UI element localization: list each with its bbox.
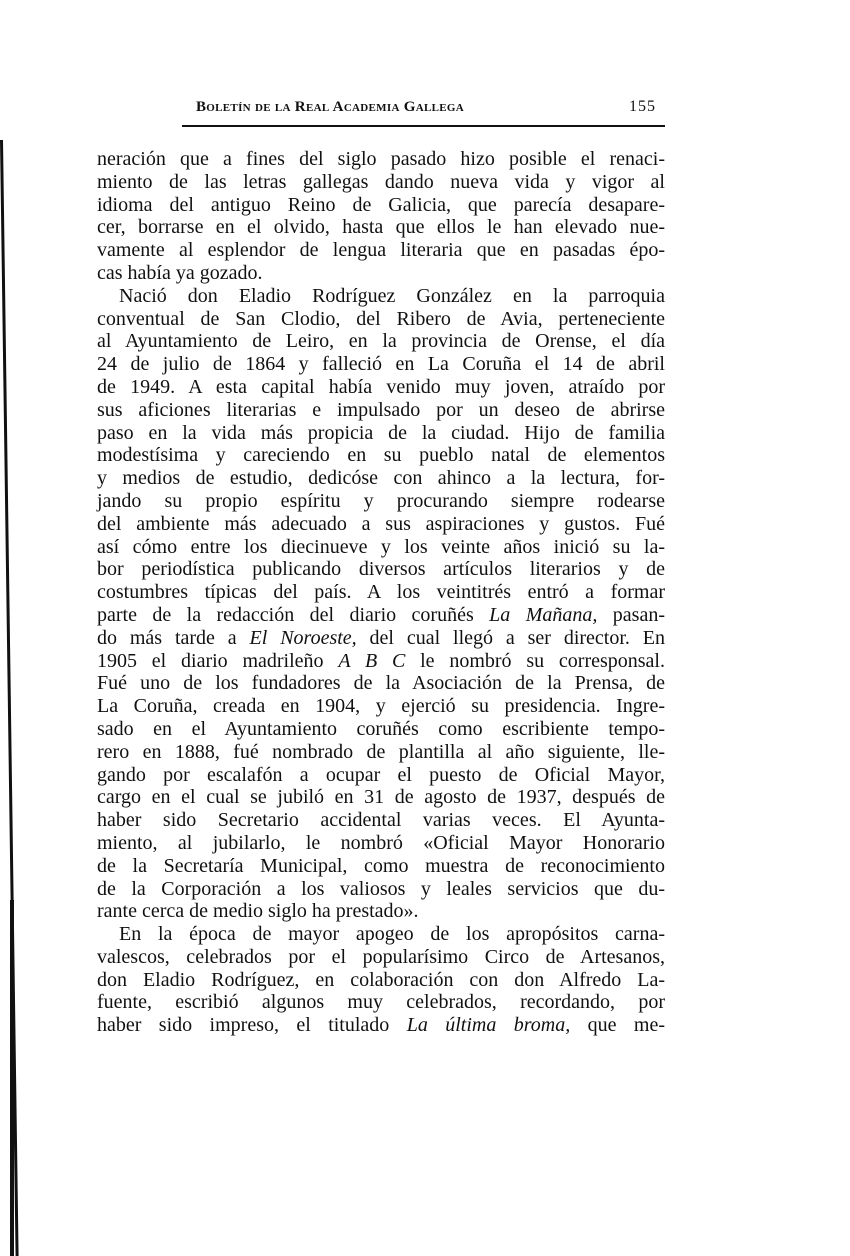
- header-rule: [182, 125, 665, 127]
- text-line: [97, 1014, 665, 1037]
- line-text: modestísima y careciendo en su pueblo natal de elementos: [97, 444, 665, 467]
- text-line: [97, 308, 665, 331]
- text-line: [97, 832, 665, 855]
- line-text: le nombró su corresponsal.: [405, 649, 665, 672]
- italic-title: El Noroeste,: [249, 626, 357, 649]
- line-text: fuente, escribió algunos muy celebrados, recordando, por: [97, 991, 665, 1014]
- text-line: [97, 376, 665, 399]
- text-line: [97, 216, 665, 239]
- scan-page-edge-lower: [10, 900, 14, 1256]
- text-line: [97, 536, 665, 559]
- line-text: Fué uno de los fundadores de la Asociación de la Prensa, de: [97, 672, 665, 695]
- line-text: paso en la vida más propicia de la ciudad. Hijo de familia: [97, 421, 665, 444]
- line-text: al Ayuntamiento de Leiro, en la provincia de Orense, el día: [97, 330, 665, 353]
- line-text: cer, borrarse en el olvido, hasta que ellos le han elevado nue-: [97, 216, 665, 239]
- line-text: de 1949. A esta capital había venido muy joven, atraído por: [97, 375, 665, 398]
- line-text: que me-: [570, 1014, 665, 1037]
- text-line: [97, 422, 665, 445]
- text-line: [97, 148, 665, 171]
- text-line: [97, 695, 665, 718]
- text-line: [97, 969, 665, 992]
- text-line: [97, 923, 665, 946]
- text-line: [97, 581, 665, 604]
- line-text: gando por escalafón a ocupar el puesto de Oficial Mayor,: [97, 763, 665, 786]
- line-text: La Coruña, creada en 1904, y ejerció su presidencia. Ingre-: [97, 695, 665, 718]
- text-line: [97, 239, 665, 262]
- text-line: [97, 855, 665, 878]
- text-line: [97, 285, 665, 308]
- text-line: [97, 718, 665, 741]
- text-line: [97, 194, 665, 217]
- text-line: [97, 809, 665, 832]
- text-line: [97, 672, 665, 695]
- line-text: del cual llegó a ser director. En: [356, 626, 665, 649]
- text-line: [97, 262, 665, 285]
- line-text: sado en el Ayuntamiento coruñés como escribiente tempo-: [97, 717, 665, 740]
- line-text: miento de las letras gallegas dando nueva vida y vigor al: [97, 170, 665, 193]
- line-text: 1905 el diario madrileño: [97, 649, 339, 672]
- text-line: [97, 650, 665, 673]
- text-line: [97, 900, 665, 923]
- text-line: [97, 764, 665, 787]
- text-line: [97, 741, 665, 764]
- line-text: cas había ya gozado.: [97, 261, 263, 284]
- text-line: [97, 330, 665, 353]
- line-text: En la época de mayor apogeo de los apropósitos carna-: [119, 923, 665, 946]
- line-text: costumbres típicas del país. A los veintitrés entró a formar: [97, 581, 665, 604]
- text-line: [97, 627, 665, 650]
- line-text: así cómo entre los diecinueve y los veinte años inició su la-: [97, 535, 665, 558]
- line-text: del ambiente más adecuado a sus aspiraciones y gustos. Fué: [97, 512, 665, 535]
- line-text: don Eladio Rodríguez, en colaboración con don Alfredo La-: [97, 968, 665, 991]
- text-line: [97, 399, 665, 422]
- line-text: de la Corporación a los valiosos y leales servicios que du-: [97, 877, 665, 900]
- line-text: sus aficiones literarias e impulsado por un deseo de abrirse: [97, 398, 665, 421]
- running-head: [196, 98, 656, 122]
- text-line: [97, 444, 665, 467]
- text-line: [97, 991, 665, 1014]
- line-text: rero en 1888, fué nombrado de plantilla al año siguiente, lle-: [97, 740, 665, 763]
- text-line: [97, 353, 665, 376]
- text-line: [97, 490, 665, 513]
- line-text: bor periodística publicando diversos artículos literarios y de: [97, 558, 665, 581]
- line-text: valescos, celebrados por el popularísimo Circo de Artesanos,: [97, 945, 665, 968]
- line-text: haber sido Secretario accidental varias veces. El Ayunta-: [97, 809, 665, 832]
- running-title: Boletín de la Real Academia Gallega: [196, 99, 464, 115]
- line-text: rante cerca de medio siglo ha prestado».: [97, 900, 419, 923]
- italic-title: La última broma,: [406, 1014, 571, 1037]
- line-text: 24 de julio de 1864 y falleció en La Coruña el 14 de abril: [97, 353, 665, 376]
- line-text: Nació don Eladio Rodríguez González en la parroquia: [119, 284, 665, 307]
- line-text: idioma del antiguo Reino de Galicia, que parecía desapare-: [97, 193, 665, 216]
- text-line: [97, 786, 665, 809]
- text-line: [97, 878, 665, 901]
- line-text: neración que a fines del siglo pasado hizo posible el renaci-: [97, 148, 665, 170]
- line-text: parte de la redacción del diario coruñés: [97, 603, 490, 626]
- line-text: pasan-: [597, 603, 665, 626]
- italic-title: La Mañana,: [489, 603, 598, 626]
- line-text: cargo en el cual se jubiló en 31 de agosto de 1937, después de: [97, 786, 665, 809]
- text-line: [97, 946, 665, 969]
- line-text: de la Secretaría Municipal, como muestra de reconocimiento: [97, 854, 665, 877]
- line-text: y medios de estudio, dedicóse con ahinco a la lectura, for-: [97, 467, 665, 490]
- line-text: do más tarde a: [97, 626, 250, 649]
- text-line: [97, 604, 665, 627]
- body-text: [97, 148, 665, 1037]
- text-line: [97, 513, 665, 536]
- italic-title: A B C: [338, 649, 406, 672]
- line-text: miento, al jubilarlo, le nombró «Oficial Mayor Honorario: [97, 831, 665, 854]
- text-line: [97, 467, 665, 490]
- text-line: [97, 558, 665, 581]
- page-number: 155: [629, 98, 656, 115]
- line-text: vamente al esplendor de lengua literaria que en pasadas épo-: [97, 239, 665, 262]
- line-text: haber sido impreso, el titulado: [97, 1014, 407, 1037]
- line-text: jando su propio espíritu y procurando siempre rodearse: [97, 489, 665, 512]
- text-line: [97, 171, 665, 194]
- line-text: conventual de San Clodio, del Ribero de Avia, perteneciente: [97, 307, 665, 330]
